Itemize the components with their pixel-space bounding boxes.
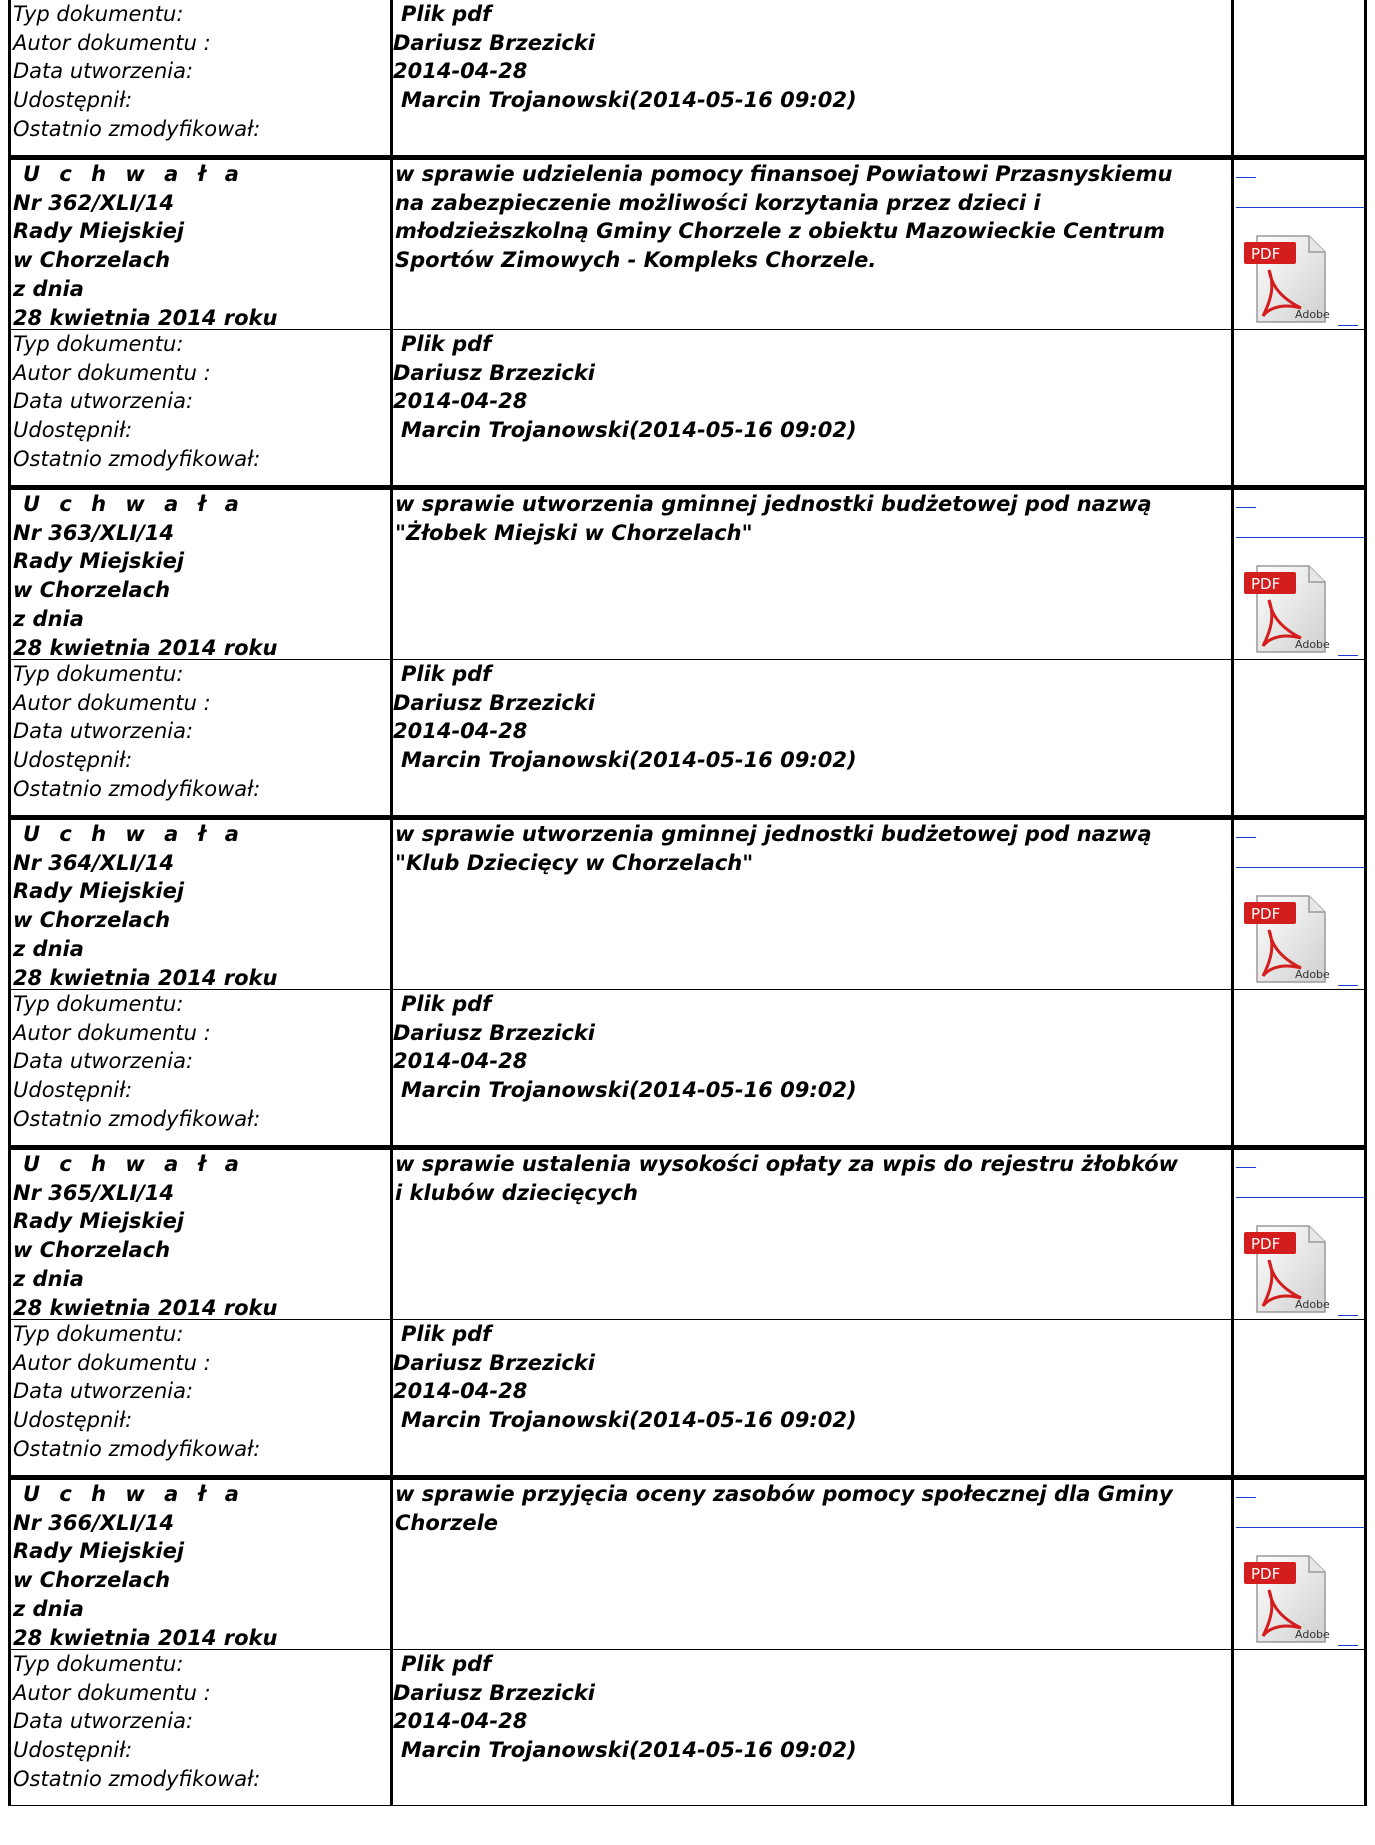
resolution-heading-line: z dnia: [13, 606, 84, 631]
resolution-title: U c h w a ł a: [23, 822, 245, 846]
document-shared-value: Marcin Trojanowski(2014-05-16 09:02): [401, 418, 857, 443]
pdf-badge-text: PDF: [1251, 575, 1281, 593]
text-line: Ostatnio zmodyfikował:: [13, 1106, 261, 1131]
pdf-file-icon[interactable]: [1241, 1220, 1333, 1316]
resolution-subject: [390, 1476, 1231, 1650]
document-author-value: Dariusz Brzezicki: [393, 360, 596, 385]
document-shared-value: Marcin Trojanowski(2014-05-16 09:02): [401, 1408, 857, 1433]
text-line: Data utworzenia:: [13, 1049, 194, 1074]
resolution-subject: [390, 156, 1231, 330]
resolution-heading-line: Rady Miejskiej: [13, 549, 185, 574]
pdf-download-link[interactable]: [1234, 160, 1364, 329]
resolution-heading-line: w Chorzelach: [13, 578, 171, 603]
metadata-labels: [8, 1320, 390, 1476]
metadata-labels: [8, 0, 390, 156]
pdf-download-link[interactable]: [1234, 1480, 1364, 1649]
text-line: Udostępnił:: [13, 1408, 133, 1433]
resolution-subject-line: w sprawie przyjęcia oceny zasobów pomocy społecznej dla Gminy: [395, 1482, 1173, 1506]
link-underline: [1338, 1645, 1358, 1646]
text-line: Udostępnił:: [13, 418, 133, 443]
document-type-value: Plik pdf: [401, 992, 492, 1016]
document-shared-value: Marcin Trojanowski(2014-05-16 09:02): [401, 1078, 857, 1103]
resolution-subject-line: młodzieższkolną Gminy Chorzele z obiektu Mazowieckie Centrum: [395, 219, 1165, 244]
document-author-value: Dariusz Brzezicki: [393, 1020, 596, 1045]
text-line: Ostatnio zmodyfikował:: [13, 1766, 261, 1791]
document-metadata-row: [0, 660, 1375, 816]
document-created-value: 2014-04-28: [393, 719, 528, 744]
link-underline: [1236, 1497, 1256, 1498]
text-line: Data utworzenia:: [13, 719, 194, 744]
adobe-brand-text: Adobe: [1295, 308, 1330, 321]
metadata-values: [390, 990, 1231, 1146]
resolution-number: Nr 366/XLI/14: [13, 1510, 175, 1535]
document-author-value: Dariusz Brzezicki: [393, 30, 596, 55]
resolution-row: [0, 486, 1375, 660]
document-metadata-row: [0, 0, 1375, 156]
document-metadata-row: [0, 1320, 1375, 1476]
pdf-file-icon[interactable]: [1241, 230, 1333, 326]
document-created-value: 2014-04-28: [393, 1379, 528, 1404]
resolution-title: U c h w a ł a: [23, 1152, 245, 1176]
resolution-title: U c h w a ł a: [23, 1482, 245, 1506]
resolution-subject-line: "Klub Dziecięcy w Chorzelach": [395, 850, 754, 875]
resolution-row: [0, 1476, 1375, 1650]
link-underline: [1338, 325, 1358, 326]
link-underline: [1236, 867, 1364, 868]
pdf-file-icon[interactable]: [1241, 1550, 1333, 1646]
resolution-heading-line: 28 kwietnia 2014 roku: [13, 305, 278, 330]
text-line: Typ dokumentu:: [13, 2, 184, 26]
resolution-heading-line: z dnia: [13, 276, 84, 301]
text-line: Autor dokumentu :: [13, 690, 211, 715]
resolution-heading: [8, 156, 390, 330]
metadata-empty-cell: [1231, 0, 1367, 156]
document-shared-value: Marcin Trojanowski(2014-05-16 09:02): [401, 1738, 857, 1763]
link-underline: [1236, 1197, 1364, 1198]
resolution-number: Nr 362/XLI/14: [13, 190, 175, 215]
pdf-badge-text: PDF: [1251, 905, 1281, 923]
text-line: Typ dokumentu:: [13, 1652, 184, 1676]
resolution-heading-line: 28 kwietnia 2014 roku: [13, 965, 278, 990]
resolution-heading: [8, 816, 390, 990]
resolution-heading-line: 28 kwietnia 2014 roku: [13, 1625, 278, 1650]
text-line: Udostępnił:: [13, 1738, 133, 1763]
resolution-subject-line: Chorzele: [395, 1510, 499, 1535]
resolution-heading-line: w Chorzelach: [13, 1568, 171, 1593]
metadata-values: [390, 1320, 1231, 1476]
metadata-labels: [8, 330, 390, 486]
resolution-heading-line: w Chorzelach: [13, 908, 171, 933]
metadata-values: [390, 660, 1231, 816]
resolution-heading-line: 28 kwietnia 2014 roku: [13, 1295, 278, 1320]
document-created-value: 2014-04-28: [393, 1709, 528, 1734]
pdf-download-link[interactable]: [1234, 490, 1364, 659]
resolution-subject-line: na zabezpieczenie możliwości korzytania przez dzieci i: [395, 190, 1041, 215]
document-created-value: 2014-04-28: [393, 1049, 528, 1074]
resolution-heading-line: Rady Miejskiej: [13, 1539, 185, 1564]
text-line: Data utworzenia:: [13, 1709, 194, 1734]
adobe-brand-text: Adobe: [1295, 1298, 1330, 1311]
text-line: Data utworzenia:: [13, 1379, 194, 1404]
adobe-brand-text: Adobe: [1295, 1628, 1330, 1641]
document-author-value: Dariusz Brzezicki: [393, 1680, 596, 1705]
metadata-empty-cell: [1231, 1320, 1367, 1476]
resolution-title: U c h w a ł a: [23, 492, 245, 516]
resolution-subject-line: "Żłobek Miejski w Chorzelach": [395, 520, 753, 545]
link-underline: [1236, 1527, 1364, 1528]
resolution-heading-line: Rady Miejskiej: [13, 879, 185, 904]
resolution-heading-line: Rady Miejskiej: [13, 1209, 185, 1234]
metadata-labels: [8, 990, 390, 1146]
resolution-subject-line: w sprawie utworzenia gminnej jednostki budżetowej pod nazwą: [395, 492, 1152, 516]
pdf-download-cell: [1231, 486, 1367, 660]
metadata-labels: [8, 1650, 390, 1806]
resolution-heading-line: z dnia: [13, 1266, 84, 1291]
link-underline: [1236, 1167, 1256, 1168]
resolution-subject-line: w sprawie ustalenia wysokości opłaty za wpis do rejestru żłobków: [395, 1152, 1179, 1176]
pdf-file-icon[interactable]: [1241, 890, 1333, 986]
pdf-download-cell: [1231, 816, 1367, 990]
text-line: Autor dokumentu :: [13, 360, 211, 385]
document-author-value: Dariusz Brzezicki: [393, 1350, 596, 1375]
resolution-heading: [8, 1476, 390, 1650]
pdf-badge-text: PDF: [1251, 1235, 1281, 1253]
text-line: Data utworzenia:: [13, 59, 194, 84]
document-author-value: Dariusz Brzezicki: [393, 690, 596, 715]
link-underline: [1236, 837, 1256, 838]
text-line: Typ dokumentu:: [13, 662, 184, 686]
resolution-subject-line: w sprawie utworzenia gminnej jednostki budżetowej pod nazwą: [395, 822, 1152, 846]
resolution-number: Nr 364/XLI/14: [13, 850, 175, 875]
text-line: Typ dokumentu:: [13, 1322, 184, 1346]
document-metadata-row: [0, 330, 1375, 486]
resolution-heading: [8, 486, 390, 660]
resolution-heading-line: z dnia: [13, 936, 84, 961]
resolution-heading-line: z dnia: [13, 1596, 84, 1621]
resolution-row: [0, 816, 1375, 990]
pdf-download-cell: [1231, 1476, 1367, 1650]
document-created-value: 2014-04-28: [393, 389, 528, 414]
document-type-value: Plik pdf: [401, 662, 492, 686]
pdf-badge-text: PDF: [1251, 1565, 1281, 1583]
resolution-subject: [390, 1146, 1231, 1320]
document-shared-value: Marcin Trojanowski(2014-05-16 09:02): [401, 748, 857, 773]
text-line: Ostatnio zmodyfikował:: [13, 776, 261, 801]
resolution-number: Nr 365/XLI/14: [13, 1180, 175, 1205]
resolution-subject: [390, 816, 1231, 990]
text-line: Autor dokumentu :: [13, 30, 211, 55]
pdf-download-cell: [1231, 156, 1367, 330]
pdf-download-link[interactable]: [1234, 820, 1364, 989]
text-line: Ostatnio zmodyfikował:: [13, 116, 261, 141]
resolution-heading-line: w Chorzelach: [13, 1238, 171, 1263]
document-metadata-row: [0, 1650, 1375, 1806]
resolution-row: [0, 1146, 1375, 1320]
metadata-empty-cell: [1231, 660, 1367, 816]
text-line: Ostatnio zmodyfikował:: [13, 1436, 261, 1461]
resolution-subject: [390, 486, 1231, 660]
document-created-value: 2014-04-28: [393, 59, 528, 84]
link-underline: [1236, 207, 1364, 208]
pdf-download-link[interactable]: [1234, 1150, 1364, 1319]
metadata-values: [390, 0, 1231, 156]
resolution-row: [0, 156, 1375, 330]
text-line: Data utworzenia:: [13, 389, 194, 414]
link-underline: [1236, 507, 1256, 508]
text-line: Udostępnił:: [13, 748, 133, 773]
resolution-subject-line: i klubów dziecięcych: [395, 1180, 638, 1205]
resolution-heading-line: Rady Miejskiej: [13, 219, 185, 244]
text-line: Autor dokumentu :: [13, 1020, 211, 1045]
pdf-download-cell: [1231, 1146, 1367, 1320]
document-type-value: Plik pdf: [401, 1652, 492, 1676]
metadata-values: [390, 1650, 1231, 1806]
metadata-empty-cell: [1231, 990, 1367, 1146]
metadata-labels: [8, 660, 390, 816]
resolution-subject-line: w sprawie udzielenia pomocy finansoej Powiatowi Przasnyskiemu: [395, 162, 1173, 186]
link-underline: [1236, 537, 1364, 538]
metadata-empty-cell: [1231, 1650, 1367, 1806]
text-line: Typ dokumentu:: [13, 332, 184, 356]
resolution-title: U c h w a ł a: [23, 162, 245, 186]
link-underline: [1236, 177, 1256, 178]
link-underline: [1338, 1315, 1358, 1316]
document-type-value: Plik pdf: [401, 332, 492, 356]
pdf-file-icon[interactable]: [1241, 560, 1333, 656]
adobe-brand-text: Adobe: [1295, 638, 1330, 651]
text-line: Udostępnił:: [13, 1078, 133, 1103]
resolution-heading: [8, 1146, 390, 1320]
document-type-value: Plik pdf: [401, 2, 492, 26]
document-metadata-row: [0, 990, 1375, 1146]
link-underline: [1338, 985, 1358, 986]
text-line: Ostatnio zmodyfikował:: [13, 446, 261, 471]
text-line: Udostępnił:: [13, 88, 133, 113]
metadata-empty-cell: [1231, 330, 1367, 486]
document-shared-value: Marcin Trojanowski(2014-05-16 09:02): [401, 88, 857, 113]
resolution-heading-line: w Chorzelach: [13, 248, 171, 273]
link-underline: [1338, 655, 1358, 656]
metadata-values: [390, 330, 1231, 486]
resolution-number: Nr 363/XLI/14: [13, 520, 175, 545]
document-type-value: Plik pdf: [401, 1322, 492, 1346]
adobe-brand-text: Adobe: [1295, 968, 1330, 981]
pdf-badge-text: PDF: [1251, 245, 1281, 263]
text-line: Autor dokumentu :: [13, 1350, 211, 1375]
resolution-subject-line: Sportów Zimowych - Kompleks Chorzele.: [395, 248, 877, 273]
resolution-heading-line: 28 kwietnia 2014 roku: [13, 635, 278, 660]
text-line: Autor dokumentu :: [13, 1680, 211, 1705]
text-line: Typ dokumentu:: [13, 992, 184, 1016]
